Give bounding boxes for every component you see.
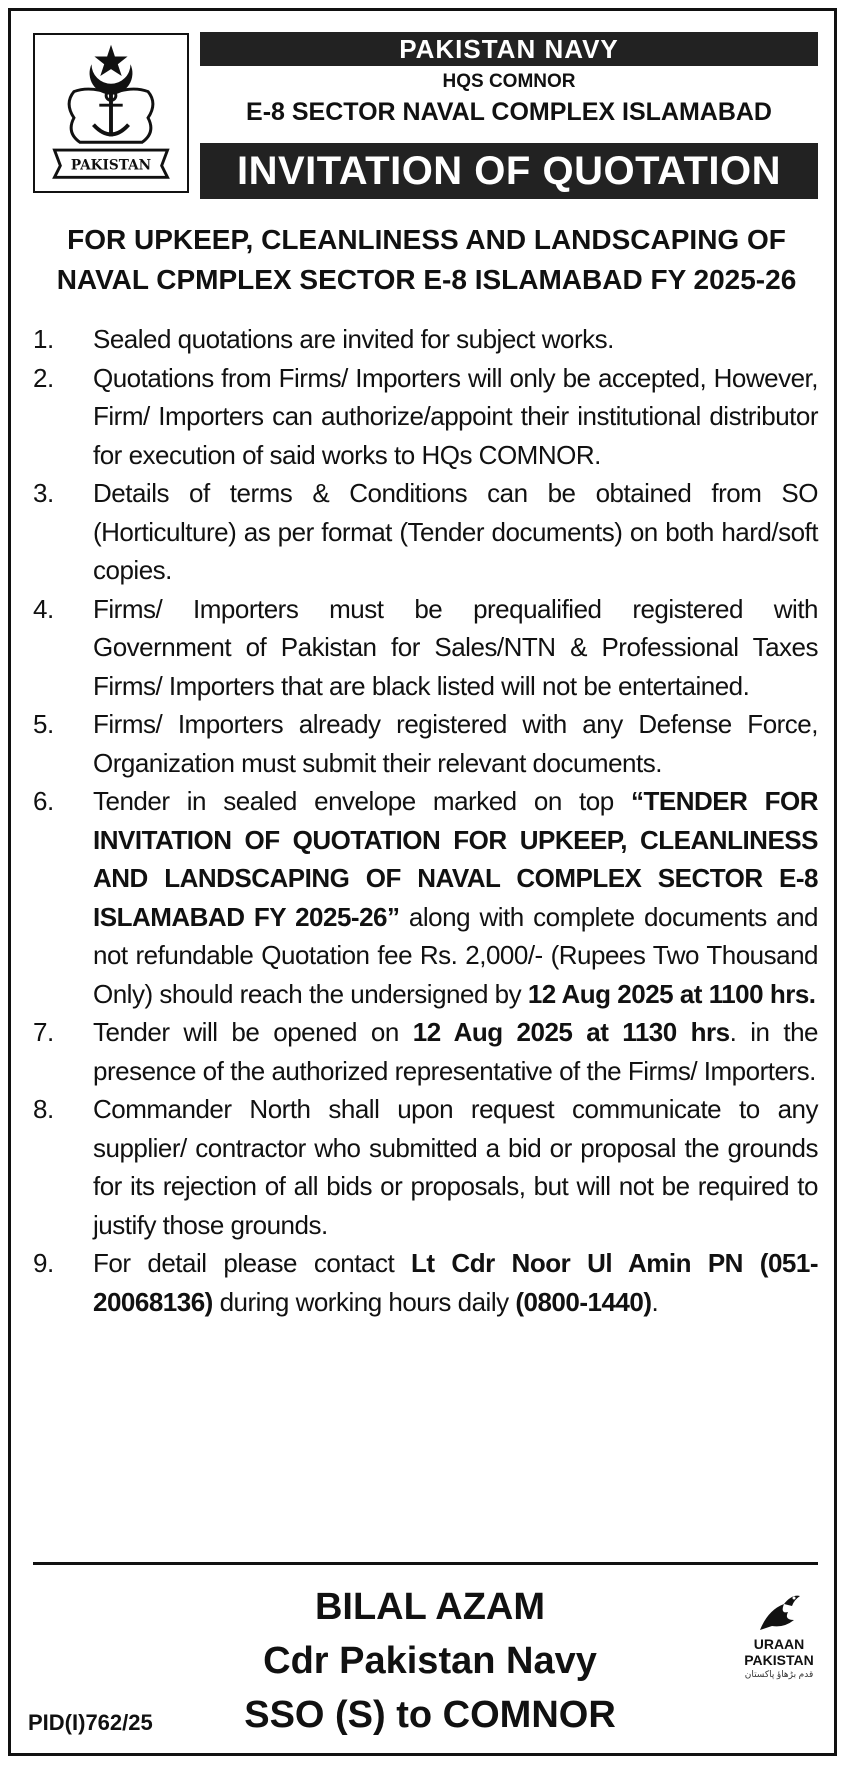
list-item: 8. Commander North shall upon request communicate to any supplier/ contractor who submitted a bid or proposal the grounds for its rejection of all bids or proposals, but will not be required to justify those grounds.	[33, 1094, 818, 1240]
org-title: PAKISTAN NAVY	[200, 32, 818, 66]
notice-title: INVITATION OF QUOTATION	[200, 143, 818, 199]
list-item: 9. For detail please contact Lt Cdr Noor Ul Amin PN (051-20068136) during working hours daily (0800-1440).	[33, 1248, 818, 1317]
signature-block	[180, 1580, 680, 1742]
signatory-rank: Cdr Pakistan Navy	[263, 1640, 597, 1682]
subject-heading	[30, 220, 823, 300]
complex-title: E-8 SECTOR NAVAL COMPLEX ISLAMABAD	[246, 98, 772, 126]
eagle-icon	[754, 1590, 804, 1636]
list-item: 5. Firms/ Importers already registered with any Defense Force, Organization must submit their relevant documents.	[33, 709, 818, 778]
list-item: 6. Tender in sealed envelope marked on top “TENDER FOR INVITATION OF QUOTATION FOR UPKEEP, CLEANLINESS AND LANDSCAPING OF NAVAL COMPLEX SECTOR E-8 ISLAMABAD FY 2025-26” along with complete documents and not refundable Quotation fee Rs. 2,000/- (Rupees Two Thousand Only) should reach the undersigned by 12 Aug 2025 at 1100 hrs.	[33, 786, 819, 1009]
terms-list	[33, 320, 818, 1321]
list-item: 1. Sealed quotations are invited for subject works.	[33, 324, 614, 354]
signatory-designation: SSO (S) to COMNOR	[244, 1694, 616, 1736]
navy-emblem	[33, 33, 189, 193]
list-item: 3. Details of terms & Conditions can be obtained from SO (Horticulture) as per format (Tender documents) on both hard/soft copies.	[33, 478, 818, 585]
subject-line-1: FOR UPKEEP, CLEANLINESS AND LANDSCAPING OF	[67, 224, 786, 255]
divider	[33, 1562, 818, 1565]
list-item: 4. Firms/ Importers must be prequalified registered with Government of Pakistan for Sales/NTN & Professional Taxes Firms/ Importers that are black listed will not be entertained.	[33, 593, 818, 701]
svg-text:PAKISTAN: PAKISTAN	[70, 157, 152, 174]
list-item: 2. Quotations from Firms/ Importers will only be accepted, However, Firm/ Importers can authorize/appoint their institutional distributor for execution of said works to HQs COMNOR.	[33, 362, 818, 470]
navy-crest-icon	[35, 35, 187, 191]
hq-title: HQS COMNOR	[442, 71, 576, 92]
uraan-pakistan-logo: URAAN PAKISTAN قدم بڑھاؤ پاکستان	[734, 1590, 824, 1680]
signatory-name: BILAL AZAM	[314, 1586, 546, 1628]
pid-number: PID(I)762/25	[28, 1710, 153, 1735]
list-item: 7. Tender will be opened on 12 Aug 2025 at 1130 hrs. in the presence of the authorized representative of the Firms/ Importers.	[33, 1017, 818, 1086]
subject-line-2: NAVAL CPMPLEX SECTOR E-8 ISLAMABAD FY 2025-26	[56, 264, 797, 295]
